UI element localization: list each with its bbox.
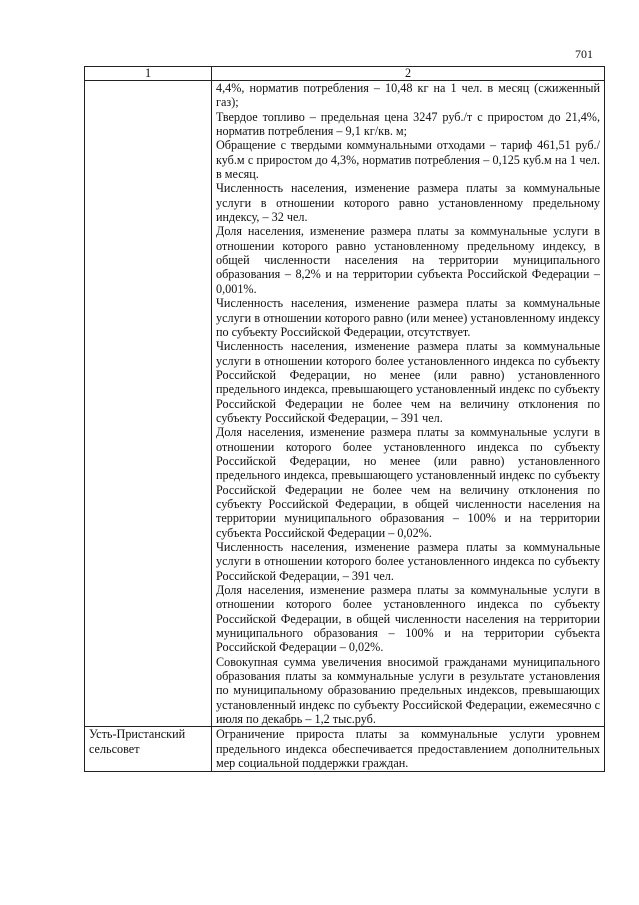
paragraph: Доля населения, изменение размера платы за коммунальные услуги в отношении которого более установленного индекса по субъекту Российской Федерации, в общей численности населения на территории муниципального образования – 100% и на территории субъекта Российской Федерации – 0,02%.	[216, 583, 600, 655]
paragraph: Ограничение прироста платы за коммунальные услуги уровнем предельного индекса обеспечивается предоставлением дополнительных мер социальной поддержки граждан.	[216, 727, 600, 771]
description-cell	[212, 81, 605, 727]
paragraph: Совокупная сумма увеличения вносимой гражданами муниципального образования платы за коммунальные услуги в результате установления по муниципальному образованию предельных индексов, превышающих установленный индекс по субъекту Российской Федерации, ежемесячно с июля по декабрь – 1,2 тыс.руб.	[216, 654, 600, 727]
table-row	[85, 727, 605, 771]
tariff-table	[84, 66, 605, 772]
paragraph: 4,4%, норматив потребления – 10,48 кг на 1 чел. в месяц (сжиженный газ);	[216, 81, 600, 110]
municipality-cell: Усть-Пристанский сельсовет	[85, 727, 212, 771]
page-number: 701	[575, 47, 593, 61]
paragraph: Твердое топливо – предельная цена 3247 руб./т с приростом до 21,4%, норматив потребления – 9,1 кг/кв. м;	[216, 109, 600, 139]
column-header-2: 2	[212, 67, 605, 81]
paragraph: Обращение с твердыми коммунальными отходами – тариф 461,51 руб./куб.м с приростом до 4,3%, норматив потребления – 0,125 куб.м на 1 чел. в месяц.	[216, 138, 600, 182]
municipality-cell	[85, 81, 212, 727]
paragraph: Численность населения, изменение размера платы за коммунальные услуги в отношении которого более установленного индекса по субъекту Российской Федерации, но менее (или равно) установленного предельного индекса, превышающего установленный индекс по субъекту Российской Федерации не более чем на величину отклонения по субъекту Российской Федерации, – 391 чел.	[216, 339, 600, 425]
paragraph: Численность населения, изменение размера платы за коммунальные услуги в отношении которого равно установленному предельному индексу, – 32 чел.	[216, 181, 600, 225]
paragraph: Численность населения, изменение размера платы за коммунальные услуги в отношении которого более установленного индекса по субъекту Российской Федерации, – 391 чел.	[216, 540, 600, 583]
description-cell	[212, 727, 605, 771]
table-header-row	[85, 67, 605, 81]
column-header-1: 1	[85, 67, 212, 81]
paragraph: Доля населения, изменение размера платы за коммунальные услуги в отношении которого равно установленному предельному индексу, в общей численности населения на территории муниципального образования – 8,2% и на территории субъекта Российской Федерации – 0,001%.	[216, 224, 600, 296]
paragraph: Доля населения, изменение размера платы за коммунальные услуги в отношении которого более установленного индекса по субъекту Российской Федерации, но менее (или равно) установленного предельного индекса, превышающего установленный индекс по субъекту Российской Федерации не более чем на величину отклонения по субъекту Российской Федерации, в общей численности населения на территории муниципального образования – 100% и на территории субъекта Российской Федерации – 0,02%.	[216, 425, 600, 540]
paragraph: Численность населения, изменение размера платы за коммунальные услуги в отношении которого равно (или менее) установленному индексу по субъекту Российской Федерации, отсутствует.	[216, 296, 600, 339]
table-row	[85, 81, 605, 727]
